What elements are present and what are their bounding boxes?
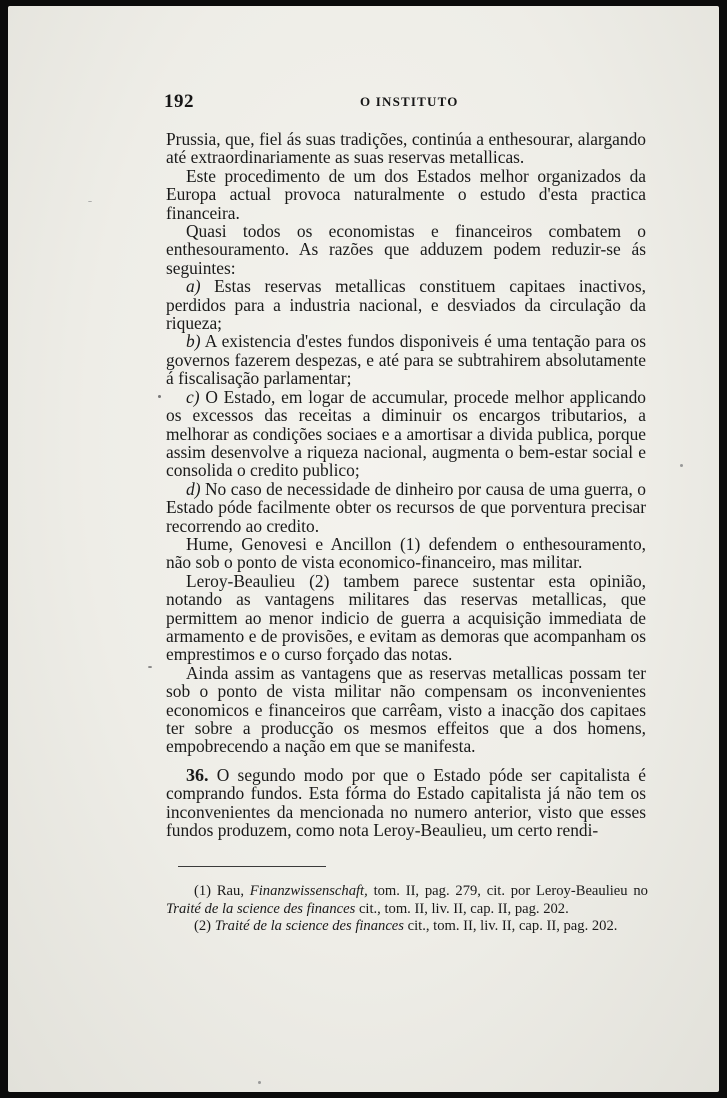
footnote-2	[166, 918, 648, 936]
paper-speck	[148, 666, 152, 668]
list-item	[166, 277, 646, 332]
paper-speck	[158, 395, 161, 398]
book-page	[8, 6, 719, 1092]
paper-speck	[258, 1081, 261, 1084]
list-item-text: O Estado, em logar de accumular, procede melhor applicando os excessos das receitas a diminuir os encargos tributarios, a melhorar as condições sociaes e a amortisar a divida publica, porque assim desenvolve a riqueza nacional, augmenta o bem-estar social e consolida o credito publico;	[166, 386, 646, 481]
list-item	[166, 332, 646, 387]
paragraph: Ainda assim as vantagens que as reservas metallicas possam ter sob o ponto de vista militar não compensam os inconvenientes economicos e financeiros que carrêam, visto a inacção dos capitaes ter sobre a producção os mesmos effeitos que a dos homens, empobrecendo a nação em que se manifesta.	[166, 662, 646, 757]
paragraph: Este procedimento de um dos Estados melhor organizados da Europa actual provoca naturalmente o estudo d'esta practica financeira.	[166, 165, 646, 223]
footnote-reference: tom. II, pag. 279, cit. por Leroy-Beaulieu no	[373, 883, 648, 899]
section-text: O segundo modo por que o Estado póde ser capitalista é comprando fundos. Esta fórma do Estado capitalista já não tem os inconvenientes da mencionada no numero anterior, visto que esses fundos produzem, como nota Leroy-Beaulieu, um certo rendi-	[166, 764, 646, 841]
footnote-author: Rau,	[216, 883, 244, 899]
footnote-1	[166, 883, 648, 918]
footnote-reference: cit., tom. II, liv. II, cap. II, pag. 202.	[358, 900, 569, 917]
paragraph: Hume, Genovesi e Ancillon (1) defendem o enthesouramento, não sob o ponto de vista economico-financeiro, mas militar.	[166, 533, 646, 573]
footnote-marker: (2)	[194, 918, 212, 934]
list-marker: d)	[186, 478, 201, 499]
list-marker: a)	[186, 276, 201, 297]
footnote-title: Traité de la science des finances	[166, 900, 356, 917]
paper-speck	[88, 201, 92, 202]
footnotes	[166, 883, 648, 936]
list-item	[166, 480, 646, 535]
list-marker: b)	[186, 331, 201, 352]
list-item	[166, 388, 646, 480]
running-head: O INSTITUTO	[360, 94, 459, 109]
footnote-marker: (1)	[194, 883, 212, 899]
paragraph: Leroy-Beaulieu (2) tambem parece sustentar esta opinião, notando as vantagens militares das reservas metallicas, que permittem ao menor indicio de guerra a acquisição immediata de armamento e de provisões, e evitam as demoras que acompanham os emprestimos e o curso forçado das notas.	[166, 570, 646, 665]
footnote-title: Traité de la science des finances	[214, 918, 404, 934]
list-marker: c)	[186, 386, 200, 407]
section-paragraph	[166, 766, 646, 840]
list-item-text: A existencia d'estes fundos disponiveis é uma tentação para os governos fazerem despezas, e até para se subtrahirem absolutamente á fiscalisação parlamentar;	[166, 331, 647, 389]
section-number: 36.	[186, 764, 209, 785]
list-item-text: No caso de necessidade de dinheiro por causa de uma guerra, o Estado póde facilmente obter os recursos de que porventura precisar recorrendo ao credito.	[166, 478, 646, 536]
footnote-reference: cit., tom. II, liv. II, cap. II, pag. 202.	[407, 918, 618, 934]
footnote-divider	[178, 866, 326, 867]
paper-speck	[680, 464, 683, 467]
body-text	[166, 130, 646, 839]
footnote-title: Finanzwissenschaft,	[249, 883, 368, 899]
list-item-text: Estas reservas metallicas constituem capitaes inactivos, perdidos para a industria nacional, e desviados da circulação da riqueza;	[166, 276, 646, 334]
paragraph: Prussia, que, fiel ás suas tradições, continúa a enthesourar, alargando até extraordinariamente as suas reservas metallicas.	[166, 129, 646, 168]
page-header	[164, 91, 654, 115]
page-number: 192	[164, 91, 194, 112]
paragraph: Quasi todos os economistas e financeiros combatem o enthesouramento. As razões que adduzem podem reduzir-se ás seguintes:	[166, 221, 646, 278]
